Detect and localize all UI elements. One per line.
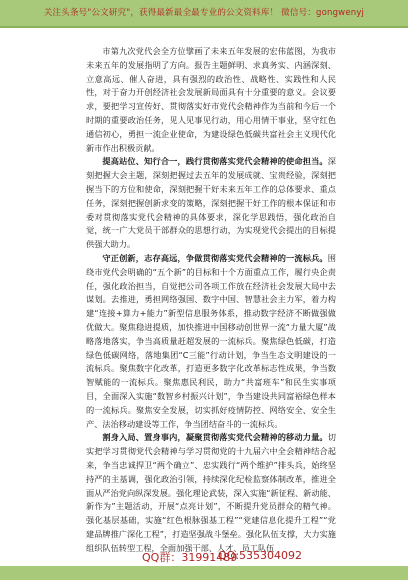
section-heading: 割身入局、置身事内，凝聚贯彻落实党代会精神的移动力量。: [102, 432, 328, 443]
section-heading: 守正创新，志存高远，争做贯彻落实党代会精神的一流标兵。: [102, 252, 328, 263]
document-body: [86, 45, 336, 555]
footer-banner: [0, 566, 408, 580]
paragraph-section-3: [86, 431, 336, 555]
paragraph-intro: [86, 45, 336, 155]
paragraph-text: 深刻把握大会主题，深刻把握过去五年的发展成就、宝贵经验，深刻把握当下的方位和使命，深刻把握干好未来五年工作的总体要求、重点任务，深刻把握创新求变的策略，深刻把握干好工作的根本保证和市委对贯彻落实党代会精神的具体要求，深化学思践悟，强化政治自觉，统一广大党员干部群众的思想行动，为实现党代会提出的目标提供强大助力。: [86, 156, 336, 250]
paragraph-text: 市第九次党代会全方位擘画了未来五年发展的宏伟蓝图，为我市未来五年的发展指明了方向。报告主题鲜明、求真务实、内涵深刻、立意高远、催人奋进，具有强烈的政治性、战略性、实践性和人民性，对于奋力开创经济社会发展新局面具有十分重要的意义。会议要求，要把学习宣传好、贯彻落实好市党代会精神作为当前和今后一个时期的重要政治任务，见人见事见行动，用心用情干事业，坚守红色通信初心，勇担一流企业使命，为建设绿色低碳共富社会主义现代化新市作出积极贡献。: [86, 46, 336, 153]
paragraph-section-1: [86, 155, 336, 252]
paragraph-text: 围绕市党代会明确的“五个新”的目标和十个方面重点工作，履行央企责任，强化政治担当，自觉把公司各项工作放在经济社会发展大局中去谋划。去推进，勇担网络强国、数字中国、智慧社会主力军，着力构建“连接+算力+能力”新型信息服务体系，推动数字经济不断做强做优做大。聚焦稳进提质，加快推进中国移动创世界一流“力量大厦”战略落地落实，争当高质量赶超发展的一流标兵。聚焦绿色低碳，打造绿色低碳网络，落地集团“C三能”行动计划，争当生态文明建设的一流标兵。聚焦数字化改革，打造更多数字化改革标志性成果，争当数智赋能的一流标兵。聚焦惠民利民，助力“共富班车”和民生实事项目，全面深入实施“数智乡村振兴计划”，争当建设共同富裕绿色样本的一流标兵。聚焦安全发展，切实抓好疫情防控、网络安全、安全生产、法治移动建设等工作，争当团结奋斗的一流标兵。: [86, 252, 336, 429]
header-notice: 关注头条号"公文研究"，获得最新最全最专业的公文资料库！ 微信号：gongwenyj: [43, 8, 365, 18]
paragraph-section-2: [86, 252, 336, 431]
paragraph-text: 切实把学习贯彻党代会精神与学习贯彻党的十九届六中全会精神结合起来，争当忠诚捍卫“两个确立”、忠实践行“两个维护”排头兵，始终坚持严的主基调，强化政治引领，持续深化纪检监察体制改革，推进全面从严治党向纵深发展。强化理论武装，深入实施“新征程、新动能、新作为”主题活动，开展“点亮计划”，不断提升党员群众的精气神。强化基层基础，实施“红色根脉强基工程”“党建信息化提升工程”“党建品牌推广深化工程”，打造坚强战斗堡垒。强化队伍支撑，大力实施组织队伍转型工程，全面加强干部、人才、员工队伍: [86, 432, 336, 553]
section-heading: 提高站位、知行合一，践行贯彻落实党代会精神的使命担当。: [102, 156, 328, 167]
qq-group-number: QQ群：31991489: [142, 551, 238, 564]
qq-number: QQ:535304092: [218, 549, 303, 562]
